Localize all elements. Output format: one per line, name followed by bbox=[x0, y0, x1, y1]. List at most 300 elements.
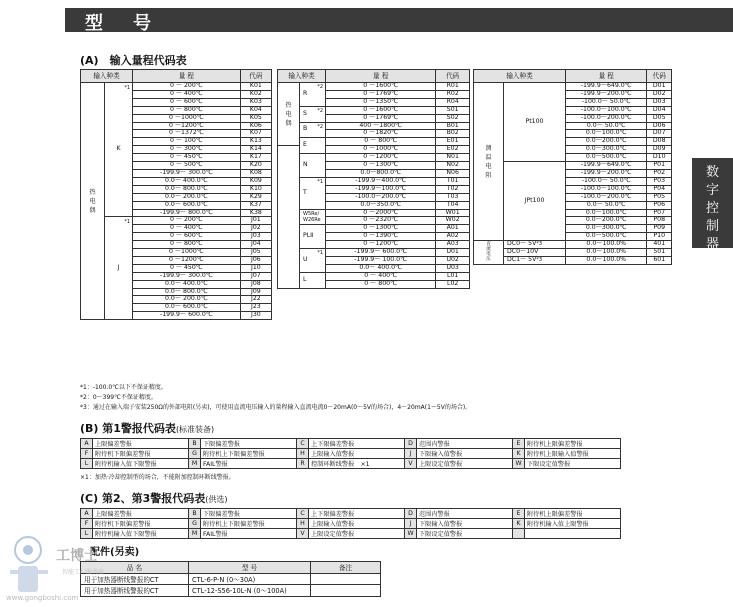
alarm-desc: 附待机下限偏差警报 bbox=[93, 519, 189, 529]
range-code: L02 bbox=[436, 280, 470, 288]
alarm-code: B bbox=[189, 439, 201, 449]
range-table-thermocouple-others bbox=[277, 69, 470, 289]
range-value: 0 ～1390℃ bbox=[326, 233, 436, 241]
alarm-desc: 附待机下限偏差警报 bbox=[93, 449, 189, 459]
range-code: K09 bbox=[240, 177, 271, 185]
range-table-thermocouple-kj bbox=[80, 69, 272, 320]
side-tab: 数 字 控 制 器 bbox=[692, 158, 733, 248]
range-code: R02 bbox=[436, 90, 470, 98]
subtype-label: U bbox=[303, 255, 308, 263]
alarm-code: C bbox=[297, 439, 309, 449]
accessory-cell: CTL-12-S56-10L-N (0～100A) bbox=[189, 585, 311, 597]
alarm-desc: FAIL警报 bbox=[201, 529, 297, 539]
subtype-label: J bbox=[117, 263, 120, 271]
range-row bbox=[474, 83, 672, 91]
input-subtype-cell bbox=[300, 225, 326, 249]
range-code: D06 bbox=[647, 122, 672, 130]
accessory-cell bbox=[311, 573, 381, 585]
alarm-code: R bbox=[297, 459, 309, 469]
alarm-code: G bbox=[189, 519, 201, 529]
range-code: A02 bbox=[436, 233, 470, 241]
alarm-code: K bbox=[513, 449, 525, 459]
input-subtype-cell bbox=[300, 209, 326, 225]
subtype-note: *2 bbox=[317, 123, 323, 130]
alarm-desc: 上限设定值警报 bbox=[417, 459, 513, 469]
header-range: 量 程 bbox=[566, 70, 647, 83]
alarm-row bbox=[81, 509, 621, 519]
alarm-desc: 附待机上限输入值警报 bbox=[525, 449, 621, 459]
range-notes bbox=[80, 383, 471, 413]
range-value: 0 ～ 800℃ bbox=[326, 138, 436, 146]
alarm-code: G bbox=[189, 449, 201, 459]
range-value: 0 ～ 500℃ bbox=[133, 162, 241, 170]
range-value: 0 ～1300℃ bbox=[326, 162, 436, 170]
section-accessory-title: 配件(另卖) bbox=[90, 547, 140, 558]
range-code: 601 bbox=[647, 256, 672, 264]
range-code: T04 bbox=[436, 201, 470, 209]
range-code: P10 bbox=[647, 233, 672, 241]
range-code: P06 bbox=[647, 201, 672, 209]
subtype-note: *1 bbox=[317, 178, 323, 185]
section-c-title: (C) 第2、第3警报代码表(供选) bbox=[80, 492, 228, 505]
input-subtype-cell bbox=[300, 272, 326, 288]
dc-type-cell: 直 流 电 压 bbox=[474, 241, 504, 265]
range-code: J01 bbox=[240, 217, 271, 225]
range-value: -100.0～ 50.0℃ bbox=[566, 98, 647, 106]
range-code: K17 bbox=[240, 154, 271, 162]
logo-text: 工博士 bbox=[56, 548, 98, 564]
range-value: 0.0～200.0℃ bbox=[566, 217, 647, 225]
alarm-code: J bbox=[405, 449, 417, 459]
accessory-row bbox=[81, 573, 381, 585]
header-input-type: 输入种类 bbox=[81, 70, 133, 83]
range-value: 0.0～100.0% bbox=[566, 241, 647, 249]
header-range: 量 程 bbox=[326, 70, 436, 83]
range-value: 0.0～ 200.0℃ bbox=[133, 296, 241, 304]
range-code: J04 bbox=[240, 241, 271, 249]
subtype-note: *1 bbox=[124, 85, 130, 91]
range-value: 0.0～300.0℃ bbox=[566, 225, 647, 233]
range-value: 0 ～ 800℃ bbox=[133, 241, 241, 249]
range-value: 0.0～800.0℃ bbox=[326, 169, 436, 177]
input-type-cell: 测 温 电 阻 bbox=[474, 83, 504, 241]
range-value: 400 ～1800℃ bbox=[326, 122, 436, 130]
alarm-code: E bbox=[513, 509, 525, 519]
range-value: 0 ～1350℃ bbox=[326, 98, 436, 106]
range-row bbox=[278, 106, 470, 114]
alarm-code: M bbox=[189, 459, 201, 469]
subtype-label: W5Re/ W26Re bbox=[303, 210, 321, 223]
range-value: -100.0～200.0℃ bbox=[566, 193, 647, 201]
range-code: U03 bbox=[436, 264, 470, 272]
range-code: J22 bbox=[240, 296, 271, 304]
range-value: -199.9～200.0℃ bbox=[566, 90, 647, 98]
input-subtype-cell bbox=[300, 106, 326, 122]
alarm-desc: 上下限偏差警报 bbox=[309, 439, 405, 449]
alarm-code: D bbox=[405, 509, 417, 519]
logo-subtitle: 智能工厂服务商 bbox=[62, 569, 105, 576]
range-value: -199.9～ 800.0℃ bbox=[133, 209, 241, 217]
range-value: 0.0～300.0℃ bbox=[566, 146, 647, 154]
range-value: 0 ～1200℃ bbox=[326, 241, 436, 249]
range-value: 0 ～ 100℃ bbox=[133, 138, 241, 146]
range-code: P08 bbox=[647, 217, 672, 225]
range-value: 0 ～1000℃ bbox=[133, 114, 241, 122]
input-subtype-cell bbox=[300, 249, 326, 273]
range-code: U02 bbox=[436, 256, 470, 264]
alarm-desc: 附待机输入值下限警报 bbox=[93, 459, 189, 469]
accessory-cell: 用于加热器断线警报的CT bbox=[81, 573, 189, 585]
header-input-type: 输入种类 bbox=[474, 70, 566, 83]
range-code: T02 bbox=[436, 185, 470, 193]
header-code: 代码 bbox=[436, 70, 470, 83]
range-value: 0 ～1000℃ bbox=[133, 249, 241, 257]
range-code: D09 bbox=[647, 146, 672, 154]
header-input-type: 输入种类 bbox=[278, 70, 326, 83]
range-value: 0 ～ 400℃ bbox=[133, 225, 241, 233]
input-subtype-cell bbox=[300, 154, 326, 178]
range-code: D05 bbox=[647, 114, 672, 122]
range-code: W01 bbox=[436, 209, 470, 217]
alarm-desc: 下限偏差警报 bbox=[201, 439, 297, 449]
range-row bbox=[474, 162, 672, 170]
range-value: 0 ～1820℃ bbox=[326, 130, 436, 138]
range-code: D07 bbox=[647, 130, 672, 138]
range-code: J07 bbox=[240, 272, 271, 280]
header-code: 代码 bbox=[240, 70, 271, 83]
page-title: 型 号 bbox=[85, 13, 157, 34]
range-value: 0 ～ 800℃ bbox=[326, 280, 436, 288]
range-code: D08 bbox=[647, 138, 672, 146]
range-code: P03 bbox=[647, 177, 672, 185]
range-code: S02 bbox=[436, 114, 470, 122]
range-value: 0 ～1000℃ bbox=[326, 146, 436, 154]
range-code: K03 bbox=[240, 98, 271, 106]
range-code: P05 bbox=[647, 193, 672, 201]
range-code: K02 bbox=[240, 90, 271, 98]
alarm-code: A bbox=[81, 439, 93, 449]
range-code: B02 bbox=[436, 130, 470, 138]
alarm-desc: 范围内警报 bbox=[417, 509, 513, 519]
accessory-cell: CTL-6-P-N (0～30A) bbox=[189, 573, 311, 585]
range-code: K10 bbox=[240, 185, 271, 193]
accessory-cell: 用于加热器断线警报的CT bbox=[81, 585, 189, 597]
alarm-row bbox=[81, 439, 621, 449]
range-code: P01 bbox=[647, 162, 672, 170]
alarm-code: H bbox=[297, 519, 309, 529]
range-code: K14 bbox=[240, 146, 271, 154]
range-value: 0.0～200.0℃ bbox=[566, 138, 647, 146]
subtype-label: L bbox=[303, 275, 307, 283]
table-header-row bbox=[278, 70, 470, 83]
range-code: P09 bbox=[647, 225, 672, 233]
logo-url: www.gongboshi.com bbox=[6, 594, 79, 602]
alarm-code bbox=[513, 529, 525, 539]
subtype-label: E bbox=[303, 141, 307, 149]
subtype-label: R bbox=[303, 89, 308, 97]
dc-range-label: DC1～ 5V bbox=[507, 255, 537, 263]
input-type-blank bbox=[278, 146, 300, 288]
range-code: K07 bbox=[240, 130, 271, 138]
range-code: E02 bbox=[436, 146, 470, 154]
accessory-header-row bbox=[81, 562, 381, 574]
subtype-label: N bbox=[303, 161, 308, 169]
alarm-code: W bbox=[405, 529, 417, 539]
range-value: 0.0～ 600.0℃ bbox=[133, 304, 241, 312]
range-code: K20 bbox=[240, 162, 271, 170]
input-subtype-cell: JPt100 bbox=[504, 162, 566, 241]
range-value: 0.0～100.0% bbox=[566, 256, 647, 264]
subtype-label: PLⅡ bbox=[303, 232, 314, 240]
note-line: *2：0～399℃不保证精度。 bbox=[80, 394, 157, 401]
alarm-desc: 下限偏差警报 bbox=[201, 509, 297, 519]
range-value: 0 ～1372℃ bbox=[133, 130, 241, 138]
alarm-desc: 附待机上下限偏差警报 bbox=[201, 519, 297, 529]
alarm-code: F bbox=[81, 519, 93, 529]
range-code: K29 bbox=[240, 193, 271, 201]
range-value: 0 ～ 800℃ bbox=[133, 106, 241, 114]
range-code: N01 bbox=[436, 154, 470, 162]
range-value: 0.0～350.0℃ bbox=[326, 201, 436, 209]
alarm-desc: 下限设定值警报 bbox=[525, 459, 621, 469]
accessory-header: 备注 bbox=[311, 562, 381, 574]
range-value: -100.0～100.0℃ bbox=[566, 185, 647, 193]
range-value: 0 ～1200℃ bbox=[133, 256, 241, 264]
range-code: J02 bbox=[240, 225, 271, 233]
range-code: J30 bbox=[240, 312, 271, 320]
range-code: 501 bbox=[647, 249, 672, 257]
range-value: -199.9～400.0℃ bbox=[326, 177, 436, 185]
range-value: 0.0～ 200.0℃ bbox=[133, 193, 241, 201]
dc-range-label: DC0～ 5V bbox=[507, 240, 537, 248]
range-value: 0.0～ 50.0℃ bbox=[566, 122, 647, 130]
range-code: K06 bbox=[240, 122, 271, 130]
alarm-desc: 附待机输入值上限警报 bbox=[525, 519, 621, 529]
alarm-code: J bbox=[405, 519, 417, 529]
dc-range-note: *3 bbox=[536, 241, 543, 248]
input-subtype-cell bbox=[105, 217, 133, 320]
range-code: J09 bbox=[240, 288, 271, 296]
range-code: U01 bbox=[436, 249, 470, 257]
accessory-header: 品 名 bbox=[81, 562, 189, 574]
alarm-note: ×1：加热·冷却控制型的场合，不能附加控制环断线警报。 bbox=[80, 474, 235, 481]
range-value: 0 ～ 450℃ bbox=[133, 154, 241, 162]
subtype-label: T bbox=[303, 188, 307, 196]
range-code: J23 bbox=[240, 304, 271, 312]
range-code: K04 bbox=[240, 106, 271, 114]
alarm-desc: 上限偏差警报 bbox=[93, 509, 189, 519]
range-code: K05 bbox=[240, 114, 271, 122]
subtype-note: *2 bbox=[317, 107, 323, 114]
range-code: R01 bbox=[436, 83, 470, 91]
range-value: 0 ～ 600℃ bbox=[133, 98, 241, 106]
range-value: 0 ～ 400℃ bbox=[326, 272, 436, 280]
range-value: 0.0～100.0% bbox=[566, 249, 647, 257]
subtype-note: *1 bbox=[317, 250, 323, 257]
range-code: J06 bbox=[240, 256, 271, 264]
alarm-code: M bbox=[189, 529, 201, 539]
alarm-code: V bbox=[405, 459, 417, 469]
range-value: 0 ～ 450℃ bbox=[133, 264, 241, 272]
accessory-row bbox=[81, 585, 381, 597]
range-value: -199.9～ 600.0℃ bbox=[133, 312, 241, 320]
range-value: 0 ～1769℃ bbox=[326, 114, 436, 122]
section-a-title: (A) 输入量程代码表 bbox=[80, 54, 187, 67]
range-code: J05 bbox=[240, 249, 271, 257]
dc-range-label: DC0～10V bbox=[507, 248, 539, 256]
accessory-header: 型 号 bbox=[189, 562, 311, 574]
input-subtype-cell: Pt100 bbox=[504, 83, 566, 162]
range-code: S01 bbox=[436, 106, 470, 114]
range-value: 0 ～ 600℃ bbox=[133, 233, 241, 241]
alarm-code: A bbox=[81, 509, 93, 519]
alarm-desc: 上限设定值警报 bbox=[309, 529, 405, 539]
header-range: 量 程 bbox=[133, 70, 241, 83]
range-code: D10 bbox=[647, 154, 672, 162]
alarm-desc: 控制环断线警报 ×1 bbox=[309, 459, 405, 469]
range-value: 0 ～1200℃ bbox=[326, 154, 436, 162]
subtype-label: K bbox=[116, 145, 121, 153]
range-value: -199.9～649.0℃ bbox=[566, 83, 647, 91]
range-code: K38 bbox=[240, 209, 271, 217]
accessory-cell bbox=[311, 585, 381, 597]
dc-row bbox=[474, 241, 672, 249]
range-code: B01 bbox=[436, 122, 470, 130]
alarm-code: D bbox=[405, 439, 417, 449]
range-value: 0 ～1200℃ bbox=[133, 122, 241, 130]
alarm-desc: FAIL警报 bbox=[201, 459, 297, 469]
section-b-title: (B) 第1警报代码表(标准装备) bbox=[80, 422, 215, 435]
range-value: -100.0～100.0℃ bbox=[566, 106, 647, 114]
range-value: -199.9～100.0℃ bbox=[326, 185, 436, 193]
alarm-code: C bbox=[297, 509, 309, 519]
range-code: 401 bbox=[647, 241, 672, 249]
range-code: A03 bbox=[436, 241, 470, 249]
range-code: D02 bbox=[647, 90, 672, 98]
range-code: N02 bbox=[436, 162, 470, 170]
alarm-code: E bbox=[513, 439, 525, 449]
input-subtype-cell bbox=[300, 177, 326, 209]
alarm-desc: 上限输入值警报 bbox=[309, 449, 405, 459]
range-code: T01 bbox=[436, 177, 470, 185]
range-code: T03 bbox=[436, 193, 470, 201]
alarm-code: W bbox=[513, 459, 525, 469]
range-value: 0 ～ 200℃ bbox=[133, 217, 241, 225]
subtype-note: *2 bbox=[317, 84, 323, 90]
range-value: 0 ～2320℃ bbox=[326, 217, 436, 225]
range-code: L01 bbox=[436, 272, 470, 280]
alarm-desc: 下限设定值警报 bbox=[417, 529, 513, 539]
range-value: 0.0～ 600.0℃ bbox=[133, 201, 241, 209]
range-value: 0 ～ 400℃ bbox=[133, 90, 241, 98]
table-header-row bbox=[81, 70, 272, 83]
range-code: N06 bbox=[436, 169, 470, 177]
alarm-code: L bbox=[81, 459, 93, 469]
subtype-note: *1 bbox=[124, 219, 130, 226]
alarm-desc: 下限输入值警报 bbox=[417, 449, 513, 459]
alarm-desc: 上下限偏差警报 bbox=[309, 509, 405, 519]
range-value: -100.0～200.0℃ bbox=[566, 114, 647, 122]
range-value: 0.0～100.0℃ bbox=[566, 130, 647, 138]
range-value: -199.9～ 100.0℃ bbox=[326, 256, 436, 264]
range-code: D04 bbox=[647, 106, 672, 114]
alarm-desc: 下限输入值警报 bbox=[417, 519, 513, 529]
table-header-row bbox=[474, 70, 672, 83]
range-row bbox=[278, 272, 470, 280]
range-value: -100.0～ 50.0℃ bbox=[566, 177, 647, 185]
range-code: W02 bbox=[436, 217, 470, 225]
alarm-code: L bbox=[81, 529, 93, 539]
range-value: 0 ～1769℃ bbox=[326, 90, 436, 98]
alarm-desc: 范围内警报 bbox=[417, 439, 513, 449]
note-line: *3：通过在输入端子安装250Ω的外部电阻(另卖)，可使用直流电压输入的量程输入直流电流0～20mA(0～5V的场合)，4～20mA(1～5V的场合)。 bbox=[80, 404, 472, 411]
range-code: J03 bbox=[240, 233, 271, 241]
range-code: J08 bbox=[240, 280, 271, 288]
alarm-desc bbox=[525, 529, 621, 539]
range-value: 0 ～1600℃ bbox=[326, 83, 436, 91]
subtype-label: B bbox=[303, 125, 308, 133]
range-table-rtd-dc bbox=[473, 69, 672, 265]
dc-range-note: *3 bbox=[536, 256, 543, 263]
input-type-cell: 热 电 偶 bbox=[278, 83, 300, 146]
alarm-code: K bbox=[513, 519, 525, 529]
range-code: K37 bbox=[240, 201, 271, 209]
range-value: 0 ～1600℃ bbox=[326, 106, 436, 114]
range-code: A01 bbox=[436, 225, 470, 233]
alarm-row bbox=[81, 519, 621, 529]
alarm-code: F bbox=[81, 449, 93, 459]
alarm-code-table-1 bbox=[80, 438, 621, 469]
alarm-code: H bbox=[297, 449, 309, 459]
range-code: K01 bbox=[240, 83, 271, 91]
range-value: 0.0～500.0℃ bbox=[566, 154, 647, 162]
alarm-row bbox=[81, 459, 621, 469]
range-value: 0 ～2000℃ bbox=[326, 209, 436, 217]
alarm-row bbox=[81, 449, 621, 459]
range-value: -199.9～200.0℃ bbox=[566, 169, 647, 177]
range-value: -199.9～ 300.0℃ bbox=[133, 169, 241, 177]
range-value: 0.0～ 400.0℃ bbox=[133, 280, 241, 288]
alarm-desc: 上限输入值警报 bbox=[309, 519, 405, 529]
range-value: 0.0～ 800.0℃ bbox=[133, 185, 241, 193]
input-type-cell: 热 电 偶 bbox=[81, 83, 105, 320]
range-code: D03 bbox=[647, 98, 672, 106]
range-code: D01 bbox=[647, 83, 672, 91]
range-code: E01 bbox=[436, 138, 470, 146]
range-value: -199.9～ 300.0℃ bbox=[133, 272, 241, 280]
range-value: 0.0～ 400.0℃ bbox=[133, 177, 241, 185]
range-value: 0 ～1300℃ bbox=[326, 225, 436, 233]
alarm-desc: 附待机上下限偏差警报 bbox=[201, 449, 297, 459]
range-value: 0.0～500.0℃ bbox=[566, 233, 647, 241]
alarm-code: V bbox=[297, 529, 309, 539]
range-value: -199.9～649.0℃ bbox=[566, 162, 647, 170]
note-line: *1：-100.0℃以下不保证精度。 bbox=[80, 384, 167, 391]
alarm-code: B bbox=[189, 509, 201, 519]
range-code: K08 bbox=[240, 169, 271, 177]
alarm-row bbox=[81, 529, 621, 539]
alarm-desc: 上限偏差警报 bbox=[93, 439, 189, 449]
range-value: 0 ～ 300℃ bbox=[133, 146, 241, 154]
subtype-label: S bbox=[303, 109, 307, 117]
range-code: J10 bbox=[240, 264, 271, 272]
input-subtype-cell bbox=[300, 83, 326, 107]
dc-row bbox=[474, 249, 672, 257]
range-value: -199.9～ 600.0℃ bbox=[326, 249, 436, 257]
range-value: 0.0～ 400.0℃ bbox=[326, 264, 436, 272]
input-subtype-cell bbox=[105, 83, 133, 217]
range-value: 0.0～100.0℃ bbox=[566, 209, 647, 217]
